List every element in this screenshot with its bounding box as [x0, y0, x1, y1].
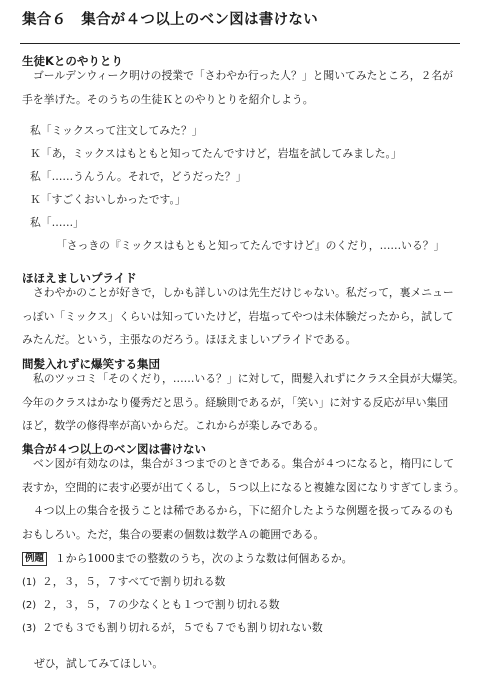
section-heading-student-k: 生徒Kとのやりとり: [22, 54, 123, 68]
page-title: 集合６ 集合が４つ以上のベン図は書けない: [22, 12, 318, 28]
example-item: [22, 620, 323, 635]
paragraph-line: 表すか，空間的に表す必要が出てくるし，５つ以上になると複雑な図になりすぎてしまう。: [22, 480, 465, 494]
paragraph-line: みたんだ。という，主張なのだろう。ほほえましいプライドである。: [22, 333, 357, 346]
section-heading-venn: 集合が４つ以上のベン図は書けない: [22, 442, 206, 456]
paragraph-line: っぽい「ミックス」くらいは知っていたけど，岩塩ってやつは未体験だったから，試して: [22, 309, 454, 323]
example-item-text: ２，３，５，７すべてで割り切れる数: [42, 575, 226, 588]
example-tag: 例題: [22, 552, 47, 566]
example-item-number: (3): [22, 623, 37, 634]
section-heading-laughter: 間髪入れずに爆笑する集団: [22, 357, 160, 371]
section-body-student-k: [22, 64, 460, 111]
paragraph-line: ベン図が有効なのは，集合が３つまでのときである。集合が４つになると，楕円にして: [33, 457, 455, 470]
dialogue-line: 私「……」: [30, 216, 84, 229]
example-item: [22, 574, 225, 589]
paragraph-line: 手を挙げた。そのうちの生徒Ｋとのやりとりを紹介しよう。: [22, 92, 314, 106]
paragraph-line: 今年のクラスはかなり優秀だと思う。経験則であるが，「笑い」に対する反応が早い集団: [22, 395, 449, 409]
paragraph-line: ４つ以上の集合を扱うことは稀であるから，下に紹介したような例題を扱ってみるのも: [33, 504, 455, 517]
paragraph-line: ほど，数学の修得率が高いからだ。これからが楽しみである。: [22, 419, 325, 432]
dialogue-line: 「さっきの『ミックスはもともと知ってたんですけど』のくだり，……いる？」: [56, 239, 445, 252]
section-body-laughter: [22, 367, 464, 438]
section-heading-pride: ほほえましいプライド: [22, 271, 137, 285]
example-item-text: ２でも３でも割り切れるが，５でも７でも割り切れない数: [42, 621, 323, 634]
dialogue-line: Ｋ「すごくおいしかったです。」: [30, 193, 186, 206]
paragraph-line: さわやかのことが好きで，しかも詳しいのは先生だけじゃない。私だって，裏メニュー: [33, 286, 454, 299]
section-body-pride: [22, 281, 460, 352]
paragraph-line: ゴールデンウィーク明けの授業で「さわやか行った人？」と聞いてみたところ，２名が: [33, 69, 453, 82]
section-body-venn: [22, 452, 465, 546]
paragraph-line: 私のツッコミ「そのくだり，……いる？」に対して，間髪入れずにクラス全員が大爆笑。: [33, 372, 464, 385]
dialogue-line: 私「ミックスって注文してみた？」: [30, 124, 203, 137]
example-item-number: (2): [22, 600, 37, 611]
example-item: [22, 597, 280, 612]
example-question-text: １から1000までの整数のうち，次のような数は何個あるか。: [55, 552, 353, 565]
example-item-text: ２，３，５，７の少なくとも１つで割り切れる数: [42, 598, 280, 611]
example-question: [22, 551, 352, 566]
dialogue-line: 私「……うんうん。それで，どうだった？」: [30, 170, 247, 183]
closing-text: ぜひ，試してみてほしい。: [34, 657, 164, 670]
title-underline: [20, 43, 460, 44]
paragraph-line: おもしろい。ただ，集合の要素の個数は数学Ａの範囲である。: [22, 527, 325, 541]
example-item-number: (1): [22, 577, 37, 588]
dialogue-line: Ｋ「あ，ミックスはもともと知ってたんですけど，岩塩を試してみました。」: [30, 147, 402, 160]
